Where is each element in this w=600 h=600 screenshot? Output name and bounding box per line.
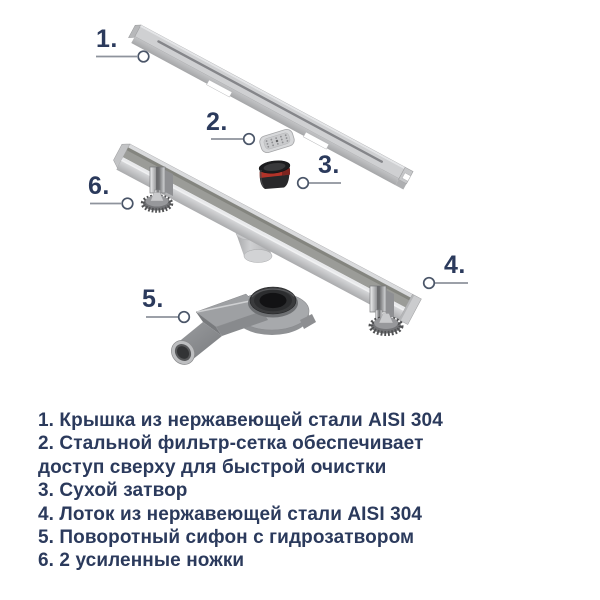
callout-label-2: 2. bbox=[206, 108, 228, 136]
legend-line: доступ сверху для быстрой очистки bbox=[38, 456, 387, 478]
legend-line: 3. Сухой затвор bbox=[38, 480, 188, 502]
legend-line: 6. 2 усиленные ножки bbox=[38, 550, 245, 572]
callout-label-5: 5. bbox=[142, 285, 164, 313]
callout-circle-4 bbox=[424, 278, 435, 289]
legend-line: 4. Лоток из нержавеющей стали AISI 304 bbox=[38, 503, 423, 525]
callout-label-6: 6. bbox=[88, 172, 110, 200]
legend-line: 5. Поворотный сифон с гидрозатвором bbox=[38, 527, 415, 549]
rotary-siphon-illustration bbox=[167, 287, 316, 369]
callout-label-3: 3. bbox=[318, 151, 340, 179]
callout-circle-5 bbox=[179, 312, 190, 323]
dry-trap-illustration bbox=[258, 159, 290, 189]
filter-mesh-illustration bbox=[258, 128, 295, 154]
callout-circle-1 bbox=[138, 51, 149, 62]
callout-circle-6 bbox=[122, 198, 133, 209]
callout-circle-2 bbox=[244, 134, 255, 145]
legend-line: 1. Крышка из нержавеющей стали AISI 304 bbox=[38, 410, 443, 431]
callout-label-1: 1. bbox=[96, 25, 118, 53]
siphon-rubber-gasket bbox=[250, 287, 296, 314]
legend bbox=[38, 409, 558, 573]
legend-line: 2. Стальной фильтр-сетка обеспечивает bbox=[38, 433, 424, 455]
callout-circle-3 bbox=[298, 178, 309, 189]
callout-label-4: 4. bbox=[444, 251, 466, 279]
